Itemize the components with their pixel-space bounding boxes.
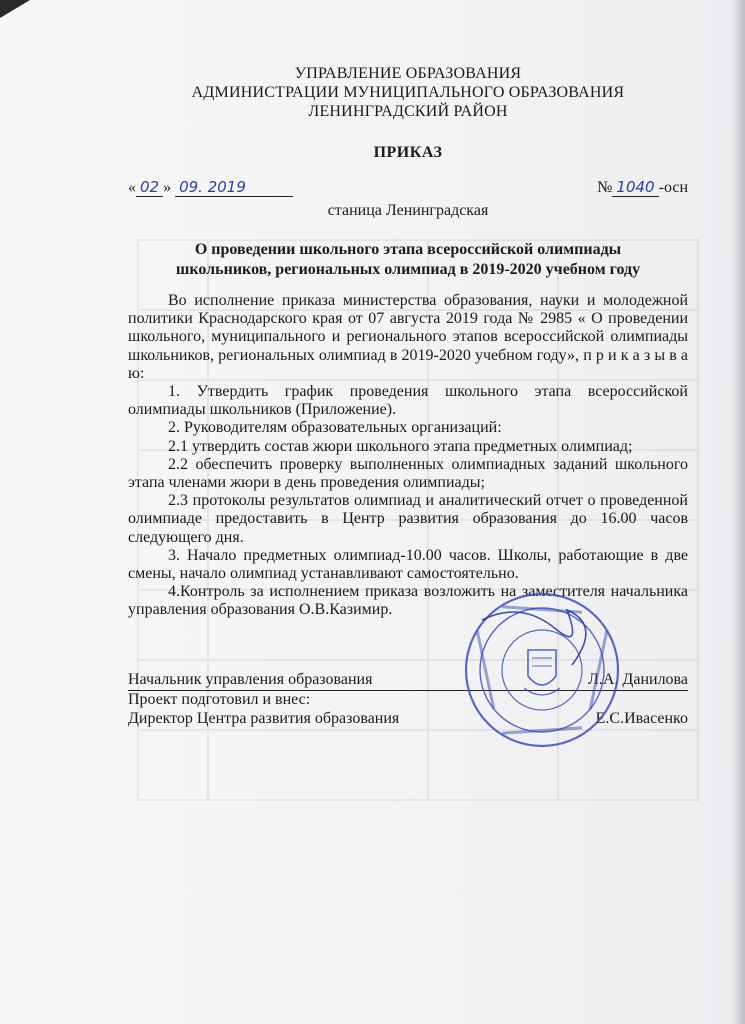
subject-line: школьников, региональных олимпиад в 2019-2020 учебном году [175, 261, 641, 278]
director-title: Директор Центра развития образования [128, 710, 400, 727]
date-day: 02 [136, 178, 163, 197]
order-subject [128, 240, 688, 280]
number-prefix: № [597, 179, 613, 196]
header-line: АДМИНИСТРАЦИИ МУНИЦИПАЛЬНОГО ОБРАЗОВАНИЯ [191, 84, 625, 101]
scan-edge-shadow [731, 0, 745, 1024]
body-intro: Во исполнение приказа министерства образования, науки и молодежной политики Краснодарского края от 07 августа 2019 года № 2985 « О проведении школьного, муниципального и регионального этапов всероссийской олимпиады школьников, региональных олимпиад в 2019-2020 учебном году», п р и к а з ы в а ю: [128, 292, 688, 382]
body-item-2: 2. Руководителям образовательных организаций: [168, 419, 502, 437]
order-body [128, 292, 688, 620]
document-title: ПРИКАЗ [373, 144, 443, 161]
body-item-1: 1. Утвердить график проведения школьного этапа всероссийской олимпиады школьников (Приложение). [128, 383, 688, 419]
header-line: ЛЕНИНГРАДСКИЙ РАЙОН [308, 103, 508, 120]
place-of-issue: станица Ленинградская [327, 202, 489, 219]
body-item-2-3: 2.3 протоколы результатов олимпиад и аналитический отчет о проведенной олимпиаде предоставить в Центр развития образования до 16.00 часов следующего дня. [128, 492, 688, 546]
date-month-year: 09. 2019 [175, 178, 293, 197]
date-quote-open: « [128, 179, 136, 196]
official-seal-stamp [462, 590, 622, 750]
order-date-number-line [128, 178, 688, 200]
head-name: Л.А. Данилова [588, 671, 688, 688]
body-item-4: 4.Контроль за исполнением приказа возложить на заместителя начальника управления образования О.В.Казимир. [128, 583, 688, 619]
order-number [597, 178, 688, 197]
header-line: УПРАВЛЕНИЕ ОБРАЗОВАНИЯ [294, 65, 522, 82]
scan-corner-shadow [0, 0, 30, 18]
body-item-2-1: 2.1 утвердить состав жюри школьного этапа предметных олимпиад; [168, 437, 633, 455]
organization-header [128, 64, 688, 121]
date-quote-close: » [163, 179, 172, 196]
body-item-2-2: 2.2 обеспечить проверку выполненных олимпиадных заданий школьного этапа членами жюри в день проведения олимпиады; [128, 455, 688, 492]
number-value: 1040 [612, 178, 658, 197]
body-item-3: 3. Начало предметных олимпиад-10.00 часов. Школы, работающие в две смены, начало олимпиад устанавливают самостоятельно. [128, 546, 688, 583]
head-title: Начальник управления образования [128, 671, 373, 688]
number-suffix: -осн [658, 179, 688, 196]
prepared-label: Проект подготовил и внес: [128, 691, 311, 708]
subject-line: О проведении школьного этапа всероссийской олимпиады [194, 241, 622, 258]
order-date [128, 178, 293, 197]
director-name: Е.С.Ивасенко [595, 710, 688, 727]
